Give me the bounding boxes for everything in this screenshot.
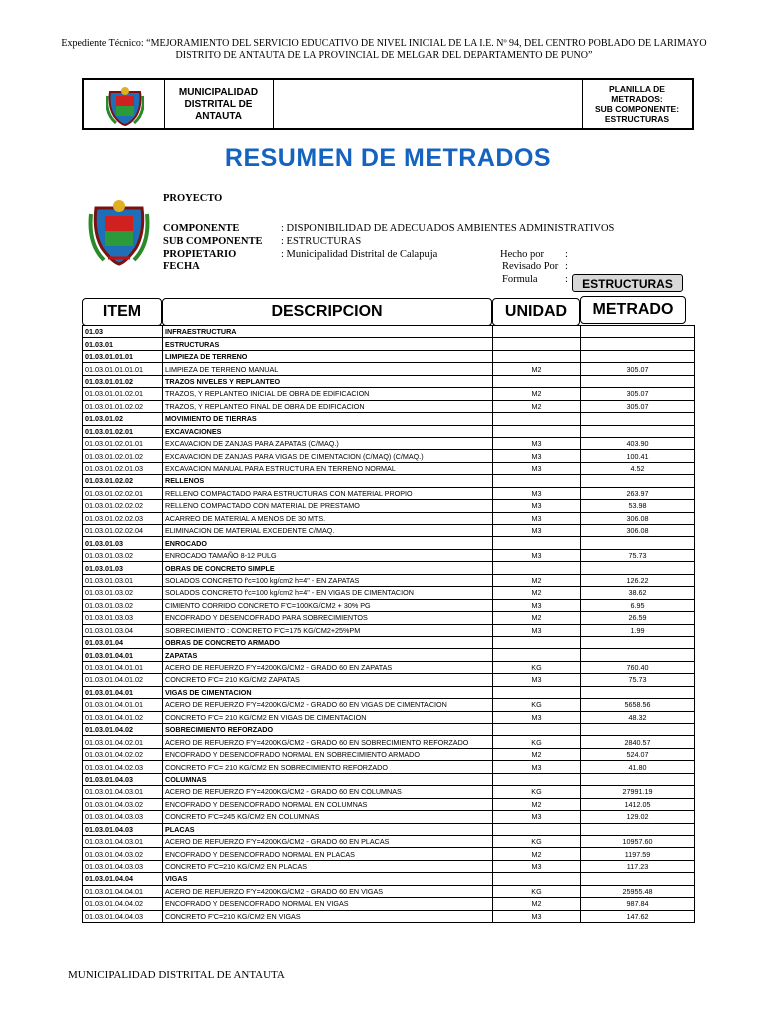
row-unit bbox=[493, 537, 581, 549]
row-item-code: 01.03.01 bbox=[83, 338, 163, 350]
municipality-name bbox=[164, 80, 274, 128]
proyecto-label: PROYECTO bbox=[163, 193, 223, 204]
table-row bbox=[83, 873, 695, 885]
row-description: ACERO DE REFUERZO F'Y=4200KG/CM2 - GRADO 60 EN ZAPATAS bbox=[163, 661, 493, 673]
row-metrado: 10957.60 bbox=[581, 835, 695, 847]
row-unit bbox=[493, 773, 581, 785]
row-metrado bbox=[581, 537, 695, 549]
row-metrado bbox=[581, 326, 695, 338]
row-item-code: 01.03.01.01.01 bbox=[83, 350, 163, 362]
municipality-line-1: MUNICIPALIDAD bbox=[178, 87, 259, 98]
row-item-code: 01.03.01.02.02 bbox=[83, 475, 163, 487]
row-metrado: 2840.57 bbox=[581, 736, 695, 748]
row-metrado: 129.02 bbox=[581, 811, 695, 823]
row-item-code: 01.03.01.01.02.01 bbox=[83, 388, 163, 400]
row-description: ENCOFRADO Y DESENCOFRADO NORMAL EN VIGAS bbox=[163, 898, 493, 910]
subcomponente-value: : ESTRUCTURAS bbox=[281, 236, 362, 247]
row-metrado bbox=[581, 649, 695, 661]
row-metrado: 1197.59 bbox=[581, 848, 695, 860]
row-metrado: 48.32 bbox=[581, 711, 695, 723]
row-unit: M2 bbox=[493, 400, 581, 412]
row-item-code: 01.03.01.04.01 bbox=[83, 649, 163, 661]
row-unit: M3 bbox=[493, 525, 581, 537]
row-item-code: 01.03.01.02.02.02 bbox=[83, 500, 163, 512]
table-row bbox=[83, 686, 695, 698]
column-header-item: ITEM bbox=[82, 298, 162, 326]
table-row bbox=[83, 437, 695, 449]
row-unit: M2 bbox=[493, 388, 581, 400]
row-item-code: 01.03.01.02.01.02 bbox=[83, 450, 163, 462]
row-metrado bbox=[581, 773, 695, 785]
row-unit bbox=[493, 326, 581, 338]
row-description: ELIMINACION DE MATERIAL EXCEDENTE C/MAQ. bbox=[163, 525, 493, 537]
propietario-label: PROPIETARIO bbox=[163, 249, 237, 260]
table-row bbox=[83, 910, 695, 922]
row-description: EXCAVACION DE ZANJAS PARA ZAPATAS (C/MAQ.) bbox=[163, 437, 493, 449]
row-description: MOVIMIENTO DE TIERRAS bbox=[163, 413, 493, 425]
row-metrado: 6.95 bbox=[581, 599, 695, 611]
table-row bbox=[83, 326, 695, 338]
row-item-code: 01.03.01.02.01.01 bbox=[83, 437, 163, 449]
row-description: ACARREO DE MATERIAL A MENOS DE 30 MTS. bbox=[163, 512, 493, 524]
row-item-code: 01.03.01.01.02 bbox=[83, 375, 163, 387]
fecha-label: FECHA bbox=[163, 261, 200, 272]
row-item-code: 01.03.01.02 bbox=[83, 413, 163, 425]
revisado-por-colon: : bbox=[565, 261, 568, 272]
row-description: SOLADOS CONCRETO f'c=100 kg/cm2 h=4" - EN VIGAS DE CIMENTACION bbox=[163, 587, 493, 599]
row-item-code: 01.03.01.04.03.03 bbox=[83, 860, 163, 872]
expediente-line-2: DISTRITO DE ANTAUTA DE LA PROVINCIAL DE MELGAR DEL DEPARTAMENTO DE PUNO” bbox=[175, 50, 593, 61]
table-row bbox=[83, 798, 695, 810]
header-logo-cell bbox=[84, 80, 165, 128]
row-metrado: 27991.19 bbox=[581, 786, 695, 798]
row-description: SOBRECIMIENTO REFORZADO bbox=[163, 724, 493, 736]
row-description: TRAZOS, Y REPLANTEO INICIAL DE OBRA DE EDIFICACION bbox=[163, 388, 493, 400]
row-description: ENCOFRADO Y DESENCOFRADO NORMAL EN COLUMNAS bbox=[163, 798, 493, 810]
column-header-descripcion: DESCRIPCION bbox=[162, 298, 492, 326]
row-item-code: 01.03.01.02.02.04 bbox=[83, 525, 163, 537]
table-row bbox=[83, 761, 695, 773]
table-row bbox=[83, 500, 695, 512]
row-item-code: 01.03.01.04.01.01 bbox=[83, 699, 163, 711]
row-unit: KG bbox=[493, 699, 581, 711]
metrados-table bbox=[82, 325, 695, 923]
row-metrado: 26.59 bbox=[581, 612, 695, 624]
table-row bbox=[83, 599, 695, 611]
row-description: ESTRUCTURAS bbox=[163, 338, 493, 350]
row-unit: M3 bbox=[493, 674, 581, 686]
table-row bbox=[83, 848, 695, 860]
row-unit: M2 bbox=[493, 612, 581, 624]
row-unit: M3 bbox=[493, 860, 581, 872]
row-item-code: 01.03.01.04.02 bbox=[83, 724, 163, 736]
row-metrado: 25955.48 bbox=[581, 885, 695, 897]
row-unit: M2 bbox=[493, 798, 581, 810]
table-row bbox=[83, 512, 695, 524]
table-row bbox=[83, 562, 695, 574]
row-metrado: 403.90 bbox=[581, 437, 695, 449]
row-item-code: 01.03.01.01.02.02 bbox=[83, 400, 163, 412]
row-item-code: 01.03.01.03 bbox=[83, 562, 163, 574]
row-item-code: 01.03.01.04.02.01 bbox=[83, 736, 163, 748]
row-metrado bbox=[581, 686, 695, 698]
row-description: ENCOFRADO Y DESENCOFRADO PARA SOBRECIMIENTOS bbox=[163, 612, 493, 624]
componente-label: COMPONENTE bbox=[163, 223, 240, 234]
propietario-value: : Municipalidad Distrital de Calapuja bbox=[281, 249, 438, 260]
row-unit bbox=[493, 413, 581, 425]
page-title: RESUMEN DE METRADOS bbox=[224, 144, 552, 172]
row-description: CONCRETO F'C= 210 KG/CM2 EN SOBRECIMIENTO REFORZADO bbox=[163, 761, 493, 773]
table-row bbox=[83, 587, 695, 599]
row-unit: KG bbox=[493, 885, 581, 897]
subcomponente-label: SUB COMPONENTE bbox=[163, 236, 263, 247]
table-row bbox=[83, 549, 695, 561]
planilla-line-1: PLANILLA DE bbox=[609, 84, 665, 94]
table-row bbox=[83, 835, 695, 847]
row-description: CONCRETO F'C=210 KG/CM2 EN PLACAS bbox=[163, 860, 493, 872]
row-item-code: 01.03.01.04.02.02 bbox=[83, 748, 163, 760]
row-metrado bbox=[581, 873, 695, 885]
row-metrado: 147.62 bbox=[581, 910, 695, 922]
row-description: ENCOFRADO Y DESENCOFRADO NORMAL EN SOBRECIMIENTO ARMADO bbox=[163, 748, 493, 760]
row-metrado: 75.73 bbox=[581, 674, 695, 686]
table-row bbox=[83, 823, 695, 835]
table-row bbox=[83, 661, 695, 673]
row-unit bbox=[493, 425, 581, 437]
row-metrado: 100.41 bbox=[581, 450, 695, 462]
header-box bbox=[82, 78, 694, 130]
row-item-code: 01.03.01.02.02.01 bbox=[83, 487, 163, 499]
table-row bbox=[83, 388, 695, 400]
row-unit bbox=[493, 686, 581, 698]
table-row bbox=[83, 674, 695, 686]
row-metrado bbox=[581, 425, 695, 437]
row-description: ACERO DE REFUERZO F'Y=4200KG/CM2 - GRADO 60 EN PLACAS bbox=[163, 835, 493, 847]
row-unit bbox=[493, 649, 581, 661]
row-metrado: 263.97 bbox=[581, 487, 695, 499]
row-description: OBRAS DE CONCRETO SIMPLE bbox=[163, 562, 493, 574]
estructuras-badge: ESTRUCTURAS bbox=[572, 274, 683, 292]
table-row bbox=[83, 450, 695, 462]
row-unit: M3 bbox=[493, 910, 581, 922]
row-metrado: 53.98 bbox=[581, 500, 695, 512]
hecho-por-label: Hecho por bbox=[500, 249, 545, 260]
municipality-line-2: DISTRITAL DE bbox=[184, 99, 253, 110]
row-description: CONCRETO F'C= 210 KG/CM2 EN VIGAS DE CIMENTACION bbox=[163, 711, 493, 723]
row-description: ACERO DE REFUERZO F'Y=4200KG/CM2 - GRADO 60 EN COLUMNAS bbox=[163, 786, 493, 798]
row-description: ENCOFRADO Y DESENCOFRADO NORMAL EN PLACAS bbox=[163, 848, 493, 860]
row-description: CONCRETO F'C= 210 KG/CM2 ZAPATAS bbox=[163, 674, 493, 686]
row-unit: M2 bbox=[493, 848, 581, 860]
table-row bbox=[83, 786, 695, 798]
row-metrado bbox=[581, 724, 695, 736]
table-row bbox=[83, 898, 695, 910]
row-metrado bbox=[581, 475, 695, 487]
row-unit: M3 bbox=[493, 487, 581, 499]
row-item-code: 01.03.01.03.03 bbox=[83, 612, 163, 624]
row-description: TRAZOS, Y REPLANTEO FINAL DE OBRA DE EDIFICACION bbox=[163, 400, 493, 412]
row-metrado: 987.84 bbox=[581, 898, 695, 910]
row-metrado: 1412.05 bbox=[581, 798, 695, 810]
row-unit: KG bbox=[493, 786, 581, 798]
row-description: RELLENO COMPACTADO PARA ESTRUCTURAS CON MATERIAL PROPIO bbox=[163, 487, 493, 499]
expediente-line-1: Expediente Técnico: “MEJORAMIENTO DEL SERVICIO EDUCATIVO DE NIVEL INICIAL DE LA I.E. Nº 94, DEL CENTRO POBLADO DE LARIMAYO bbox=[61, 38, 707, 49]
table-row bbox=[83, 711, 695, 723]
coat-of-arms-icon bbox=[106, 84, 144, 126]
row-item-code: 01.03 bbox=[83, 326, 163, 338]
table-row bbox=[83, 736, 695, 748]
row-unit bbox=[493, 873, 581, 885]
formula-label: Formula bbox=[502, 274, 538, 285]
table-row bbox=[83, 462, 695, 474]
row-metrado bbox=[581, 823, 695, 835]
row-metrado bbox=[581, 350, 695, 362]
expediente-header bbox=[0, 38, 768, 62]
municipality-line-3: ANTAUTA bbox=[195, 111, 242, 122]
row-description: COLUMNAS bbox=[163, 773, 493, 785]
componente-value: : DISPONIBILIDAD DE ADECUADOS AMBIENTES ADMINISTRATIVOS bbox=[281, 223, 615, 234]
row-description: ACERO DE REFUERZO F'Y=4200KG/CM2 - GRADO 60 EN SOBRECIMIENTO REFORZADO bbox=[163, 736, 493, 748]
row-unit bbox=[493, 350, 581, 362]
row-item-code: 01.03.01.02.01.03 bbox=[83, 462, 163, 474]
table-row bbox=[83, 612, 695, 624]
row-item-code: 01.03.01.03.02 bbox=[83, 549, 163, 561]
row-unit: M3 bbox=[493, 512, 581, 524]
row-metrado: 117.23 bbox=[581, 860, 695, 872]
row-unit: M3 bbox=[493, 761, 581, 773]
row-item-code: 01.03.01.03.02 bbox=[83, 599, 163, 611]
row-unit: M2 bbox=[493, 587, 581, 599]
row-item-code: 01.03.01.04.03.02 bbox=[83, 848, 163, 860]
table-row bbox=[83, 350, 695, 362]
row-description: ENROCADO TAMAÑO 8-12 PULG bbox=[163, 549, 493, 561]
row-item-code: 01.03.01.02.01 bbox=[83, 425, 163, 437]
table-row bbox=[83, 487, 695, 499]
table-row bbox=[83, 636, 695, 648]
row-description: CONCRETO F'C=210 KG/CM2 EN VIGAS bbox=[163, 910, 493, 922]
row-unit bbox=[493, 338, 581, 350]
row-unit: M3 bbox=[493, 437, 581, 449]
row-description: VIGAS DE CIMENTACION bbox=[163, 686, 493, 698]
header-middle-cell bbox=[274, 80, 583, 128]
row-unit: M2 bbox=[493, 574, 581, 586]
row-unit: M3 bbox=[493, 599, 581, 611]
table-row bbox=[83, 475, 695, 487]
row-description: SOBRECIMIENTO : CONCRETO F'C=175 KG/CM2+25%PM bbox=[163, 624, 493, 636]
row-item-code: 01.03.01.04.02.03 bbox=[83, 761, 163, 773]
row-metrado: 4.52 bbox=[581, 462, 695, 474]
table-row bbox=[83, 724, 695, 736]
column-header-metrado: METRADO bbox=[580, 296, 686, 324]
table-row bbox=[83, 338, 695, 350]
row-unit: KG bbox=[493, 736, 581, 748]
row-unit: M3 bbox=[493, 450, 581, 462]
table-row bbox=[83, 400, 695, 412]
row-unit: M3 bbox=[493, 549, 581, 561]
row-item-code: 01.03.01.03.02 bbox=[83, 587, 163, 599]
row-item-code: 01.03.01.04 bbox=[83, 636, 163, 648]
row-metrado: 305.07 bbox=[581, 363, 695, 375]
coat-of-arms-large-icon bbox=[88, 196, 150, 266]
table-row bbox=[83, 375, 695, 387]
row-description: CIMIENTO CORRIDO CONCRETO F'C=100KG/CM2 + 30% PG bbox=[163, 599, 493, 611]
table-row bbox=[83, 425, 695, 437]
table-row bbox=[83, 811, 695, 823]
row-unit: M2 bbox=[493, 898, 581, 910]
row-metrado: 760.40 bbox=[581, 661, 695, 673]
row-metrado: 306.08 bbox=[581, 512, 695, 524]
table-row bbox=[83, 574, 695, 586]
table-row bbox=[83, 649, 695, 661]
row-item-code: 01.03.01.04.01 bbox=[83, 686, 163, 698]
row-description: RELLENOS bbox=[163, 475, 493, 487]
row-unit bbox=[493, 475, 581, 487]
row-metrado bbox=[581, 636, 695, 648]
table-row bbox=[83, 748, 695, 760]
row-metrado bbox=[581, 562, 695, 574]
row-metrado bbox=[581, 413, 695, 425]
row-metrado: 38.62 bbox=[581, 587, 695, 599]
row-unit bbox=[493, 636, 581, 648]
row-unit: M3 bbox=[493, 500, 581, 512]
row-description: LIMPIEZA DE TERRENO MANUAL bbox=[163, 363, 493, 375]
row-unit bbox=[493, 823, 581, 835]
table-row bbox=[83, 624, 695, 636]
row-unit bbox=[493, 724, 581, 736]
row-item-code: 01.03.01.04.03.01 bbox=[83, 835, 163, 847]
row-item-code: 01.03.01.04.01.01 bbox=[83, 661, 163, 673]
row-description: CONCRETO F'C=245 KG/CM2 EN COLUMNAS bbox=[163, 811, 493, 823]
row-metrado: 524.07 bbox=[581, 748, 695, 760]
row-metrado: 5658.56 bbox=[581, 699, 695, 711]
row-metrado bbox=[581, 375, 695, 387]
table-row bbox=[83, 525, 695, 537]
row-metrado: 306.08 bbox=[581, 525, 695, 537]
row-item-code: 01.03.01.04.01.02 bbox=[83, 674, 163, 686]
row-unit: M3 bbox=[493, 624, 581, 636]
row-item-code: 01.03.01.04.04.03 bbox=[83, 910, 163, 922]
row-metrado: 75.73 bbox=[581, 549, 695, 561]
table-row bbox=[83, 885, 695, 897]
row-description: EXCAVACIONES bbox=[163, 425, 493, 437]
row-unit: M3 bbox=[493, 811, 581, 823]
row-item-code: 01.03.01.04.03 bbox=[83, 823, 163, 835]
row-unit: KG bbox=[493, 835, 581, 847]
row-description: VIGAS bbox=[163, 873, 493, 885]
row-item-code: 01.03.01.04.03 bbox=[83, 773, 163, 785]
table-row bbox=[83, 363, 695, 375]
planilla-line-2: METRADOS: bbox=[611, 94, 663, 104]
row-description: PLACAS bbox=[163, 823, 493, 835]
row-item-code: 01.03.01.04.03.02 bbox=[83, 798, 163, 810]
row-item-code: 01.03.01.04.03.01 bbox=[83, 786, 163, 798]
row-metrado: 1.99 bbox=[581, 624, 695, 636]
table-row bbox=[83, 860, 695, 872]
row-description: LIMPIEZA DE TERRENO bbox=[163, 350, 493, 362]
row-item-code: 01.03.01.04.04.02 bbox=[83, 898, 163, 910]
table-row bbox=[83, 773, 695, 785]
row-unit bbox=[493, 562, 581, 574]
row-item-code: 01.03.01.04.04.01 bbox=[83, 885, 163, 897]
row-item-code: 01.03.01.02.02.03 bbox=[83, 512, 163, 524]
row-metrado: 126.22 bbox=[581, 574, 695, 586]
row-description: ACERO DE REFUERZO F'Y=4200KG/CM2 - GRADO 60 EN VIGAS DE CIMENTACION bbox=[163, 699, 493, 711]
row-metrado: 305.07 bbox=[581, 388, 695, 400]
footer-text: MUNICIPALIDAD DISTRITAL DE ANTAUTA bbox=[68, 969, 285, 981]
row-description: ACERO DE REFUERZO F'Y=4200KG/CM2 - GRADO 60 EN VIGAS bbox=[163, 885, 493, 897]
row-description: ENROCADO bbox=[163, 537, 493, 549]
row-item-code: 01.03.01.04.04 bbox=[83, 873, 163, 885]
row-item-code: 01.03.01.04.03.03 bbox=[83, 811, 163, 823]
column-header-unidad: UNIDAD bbox=[492, 298, 580, 326]
row-unit: M3 bbox=[493, 462, 581, 474]
formula-colon: : bbox=[565, 274, 568, 285]
row-description: TRAZOS NIVELES Y REPLANTEO bbox=[163, 375, 493, 387]
row-item-code: 01.03.01.03.01 bbox=[83, 574, 163, 586]
row-item-code: 01.03.01.04.01.02 bbox=[83, 711, 163, 723]
row-description: EXCAVACION DE ZANJAS PARA VIGAS DE CIMENTACION (C/MAQ) (C/MAQ.) bbox=[163, 450, 493, 462]
planilla-label bbox=[582, 80, 692, 128]
row-unit: KG bbox=[493, 661, 581, 673]
row-description: SOLADOS CONCRETO f'c=100 kg/cm2 h=4" - EN ZAPATAS bbox=[163, 574, 493, 586]
row-metrado: 41.80 bbox=[581, 761, 695, 773]
row-item-code: 01.03.01.03.04 bbox=[83, 624, 163, 636]
row-description: OBRAS DE CONCRETO ARMADO bbox=[163, 636, 493, 648]
table-row bbox=[83, 537, 695, 549]
row-item-code: 01.03.01.01.01.01 bbox=[83, 363, 163, 375]
row-description: RELLENO COMPACTADO CON MATERIAL DE PRESTAMO bbox=[163, 500, 493, 512]
planilla-line-4: ESTRUCTURAS bbox=[604, 114, 670, 124]
row-item-code: 01.03.01.03 bbox=[83, 537, 163, 549]
row-unit: M2 bbox=[493, 363, 581, 375]
row-metrado: 305.07 bbox=[581, 400, 695, 412]
row-unit: M2 bbox=[493, 748, 581, 760]
revisado-por-label: Revisado Por bbox=[502, 261, 559, 272]
row-metrado bbox=[581, 338, 695, 350]
row-description: ZAPATAS bbox=[163, 649, 493, 661]
table-row bbox=[83, 699, 695, 711]
row-description: INFRAESTRUCTURA bbox=[163, 326, 493, 338]
table-row bbox=[83, 413, 695, 425]
planilla-line-3: SUB COMPONENTE: bbox=[594, 104, 680, 114]
hecho-por-colon: : bbox=[565, 249, 568, 260]
row-unit bbox=[493, 375, 581, 387]
row-unit: M3 bbox=[493, 711, 581, 723]
row-description: EXCAVACION MANUAL PARA ESTRUCTURA EN TERRENO NORMAL bbox=[163, 462, 493, 474]
